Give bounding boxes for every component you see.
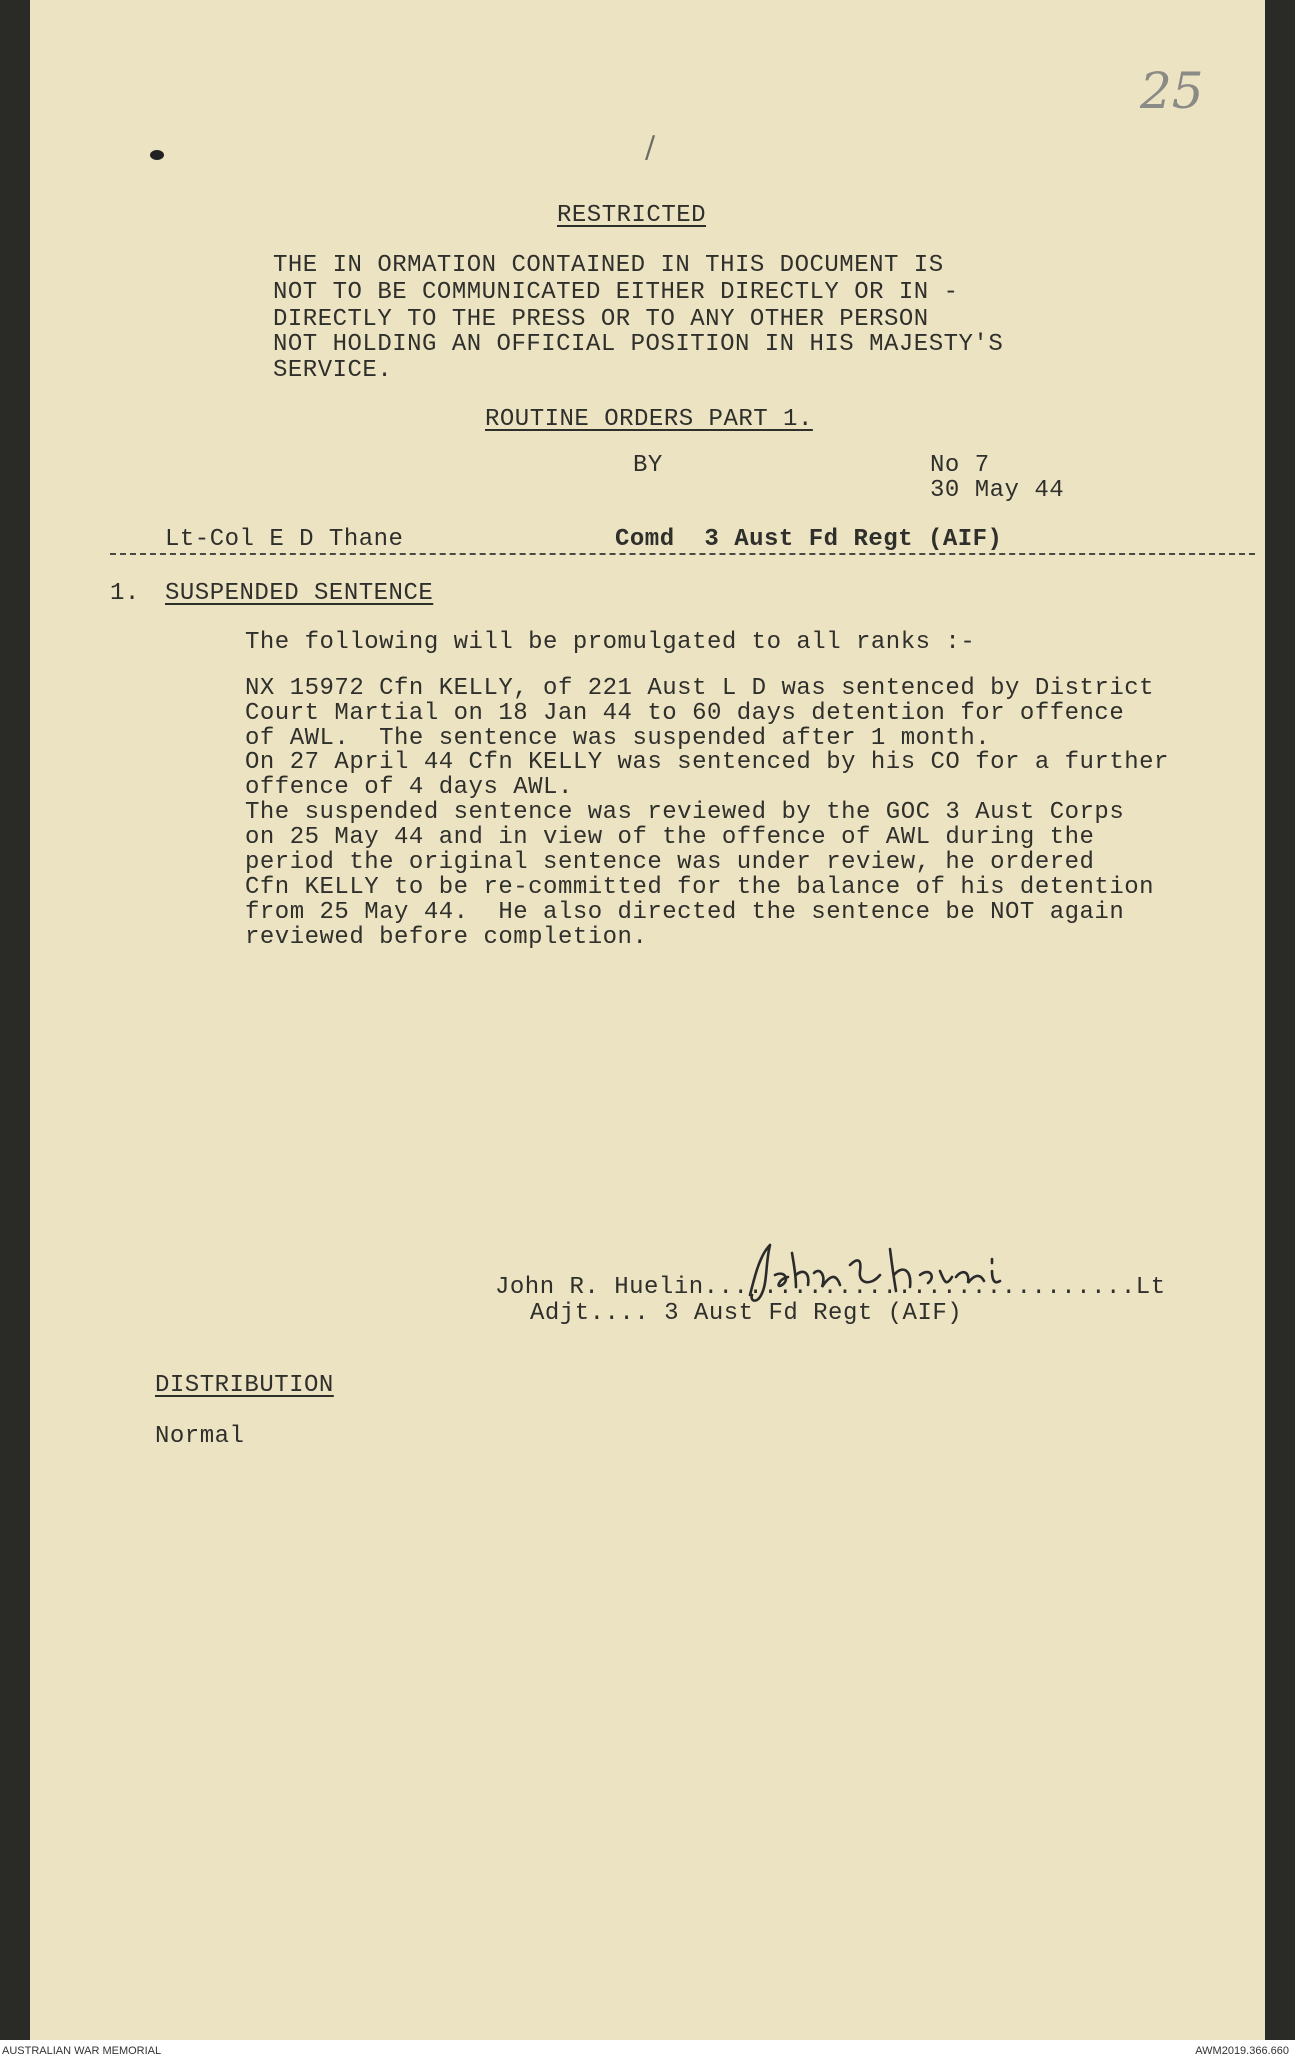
body-line-10: from 25 May 44. He also directed the sentence be NOT again [245, 899, 1125, 926]
body-line-3: of AWL. The sentence was suspended after 1 month. [245, 725, 991, 752]
ink-blot [150, 150, 164, 160]
notice-line-3: DIRECTLY TO THE PRESS OR TO ANY OTHER PERSON [273, 306, 929, 333]
distribution-heading: DISTRIBUTION [155, 1372, 334, 1399]
by-label: BY [633, 452, 663, 479]
order-date: 30 May 44 [930, 477, 1065, 504]
section-intro: The following will be promulgated to all ranks :- [245, 629, 976, 656]
page-number-annotation: 25 [1140, 62, 1204, 120]
archive-footer [0, 2040, 1295, 2061]
issuer-name: Lt-Col E D Thane [165, 526, 404, 553]
signature-title: Adjt.... 3 Aust Fd Regt (AIF) [530, 1300, 963, 1327]
section-heading: SUSPENDED SENTENCE [165, 580, 434, 607]
document-page [30, 0, 1265, 2040]
body-line-6: The suspended sentence was reviewed by the GOC 3 Aust Corps [245, 799, 1125, 826]
notice-line-4: NOT HOLDING AN OFFICIAL POSITION IN HIS MAJESTY'S [273, 331, 1004, 358]
notice-line-5: SERVICE. [273, 357, 393, 384]
body-line-11: reviewed before completion. [245, 924, 648, 951]
notice-line-2: NOT TO BE COMMUNICATED EITHER DIRECTLY OR IN - [273, 279, 959, 306]
order-number: No 7 [930, 452, 990, 479]
body-line-1: NX 15972 Cfn KELLY, of 221 Aust L D was sentenced by District [245, 675, 1155, 702]
body-line-4: On 27 April 44 Cfn KELLY was sentenced by his CO for a further [245, 749, 1169, 776]
section-number: 1. [110, 580, 140, 607]
header-divider [110, 553, 1255, 555]
issuer-role: Comd 3 Aust Fd Regt (AIF) [615, 526, 1003, 553]
footer-left: AUSTRALIAN WAR MEMORIAL [2, 2045, 162, 2057]
signature-line: John R. Huelin.............................Lt [495, 1274, 1166, 1301]
pencil-mark: / [645, 130, 656, 165]
distribution-value: Normal [155, 1423, 245, 1450]
notice-line-1: THE IN ORMATION CONTAINED IN THIS DOCUMENT IS [273, 252, 944, 279]
footer-right: AWM2019.366.660 [1195, 2045, 1289, 2057]
body-line-7: on 25 May 44 and in view of the offence of AWL during the [245, 824, 1095, 851]
body-line-9: Cfn KELLY to be re-committed for the balance of his detention [245, 874, 1155, 901]
document-title: ROUTINE ORDERS PART 1. [485, 406, 813, 433]
body-line-2: Court Martial on 18 Jan 44 to 60 days detention for offence [245, 700, 1125, 727]
body-line-8: period the original sentence was under review, he ordered [245, 849, 1095, 876]
classification-heading: RESTRICTED [557, 202, 707, 229]
body-line-5: offence of 4 days AWL. [245, 774, 573, 801]
